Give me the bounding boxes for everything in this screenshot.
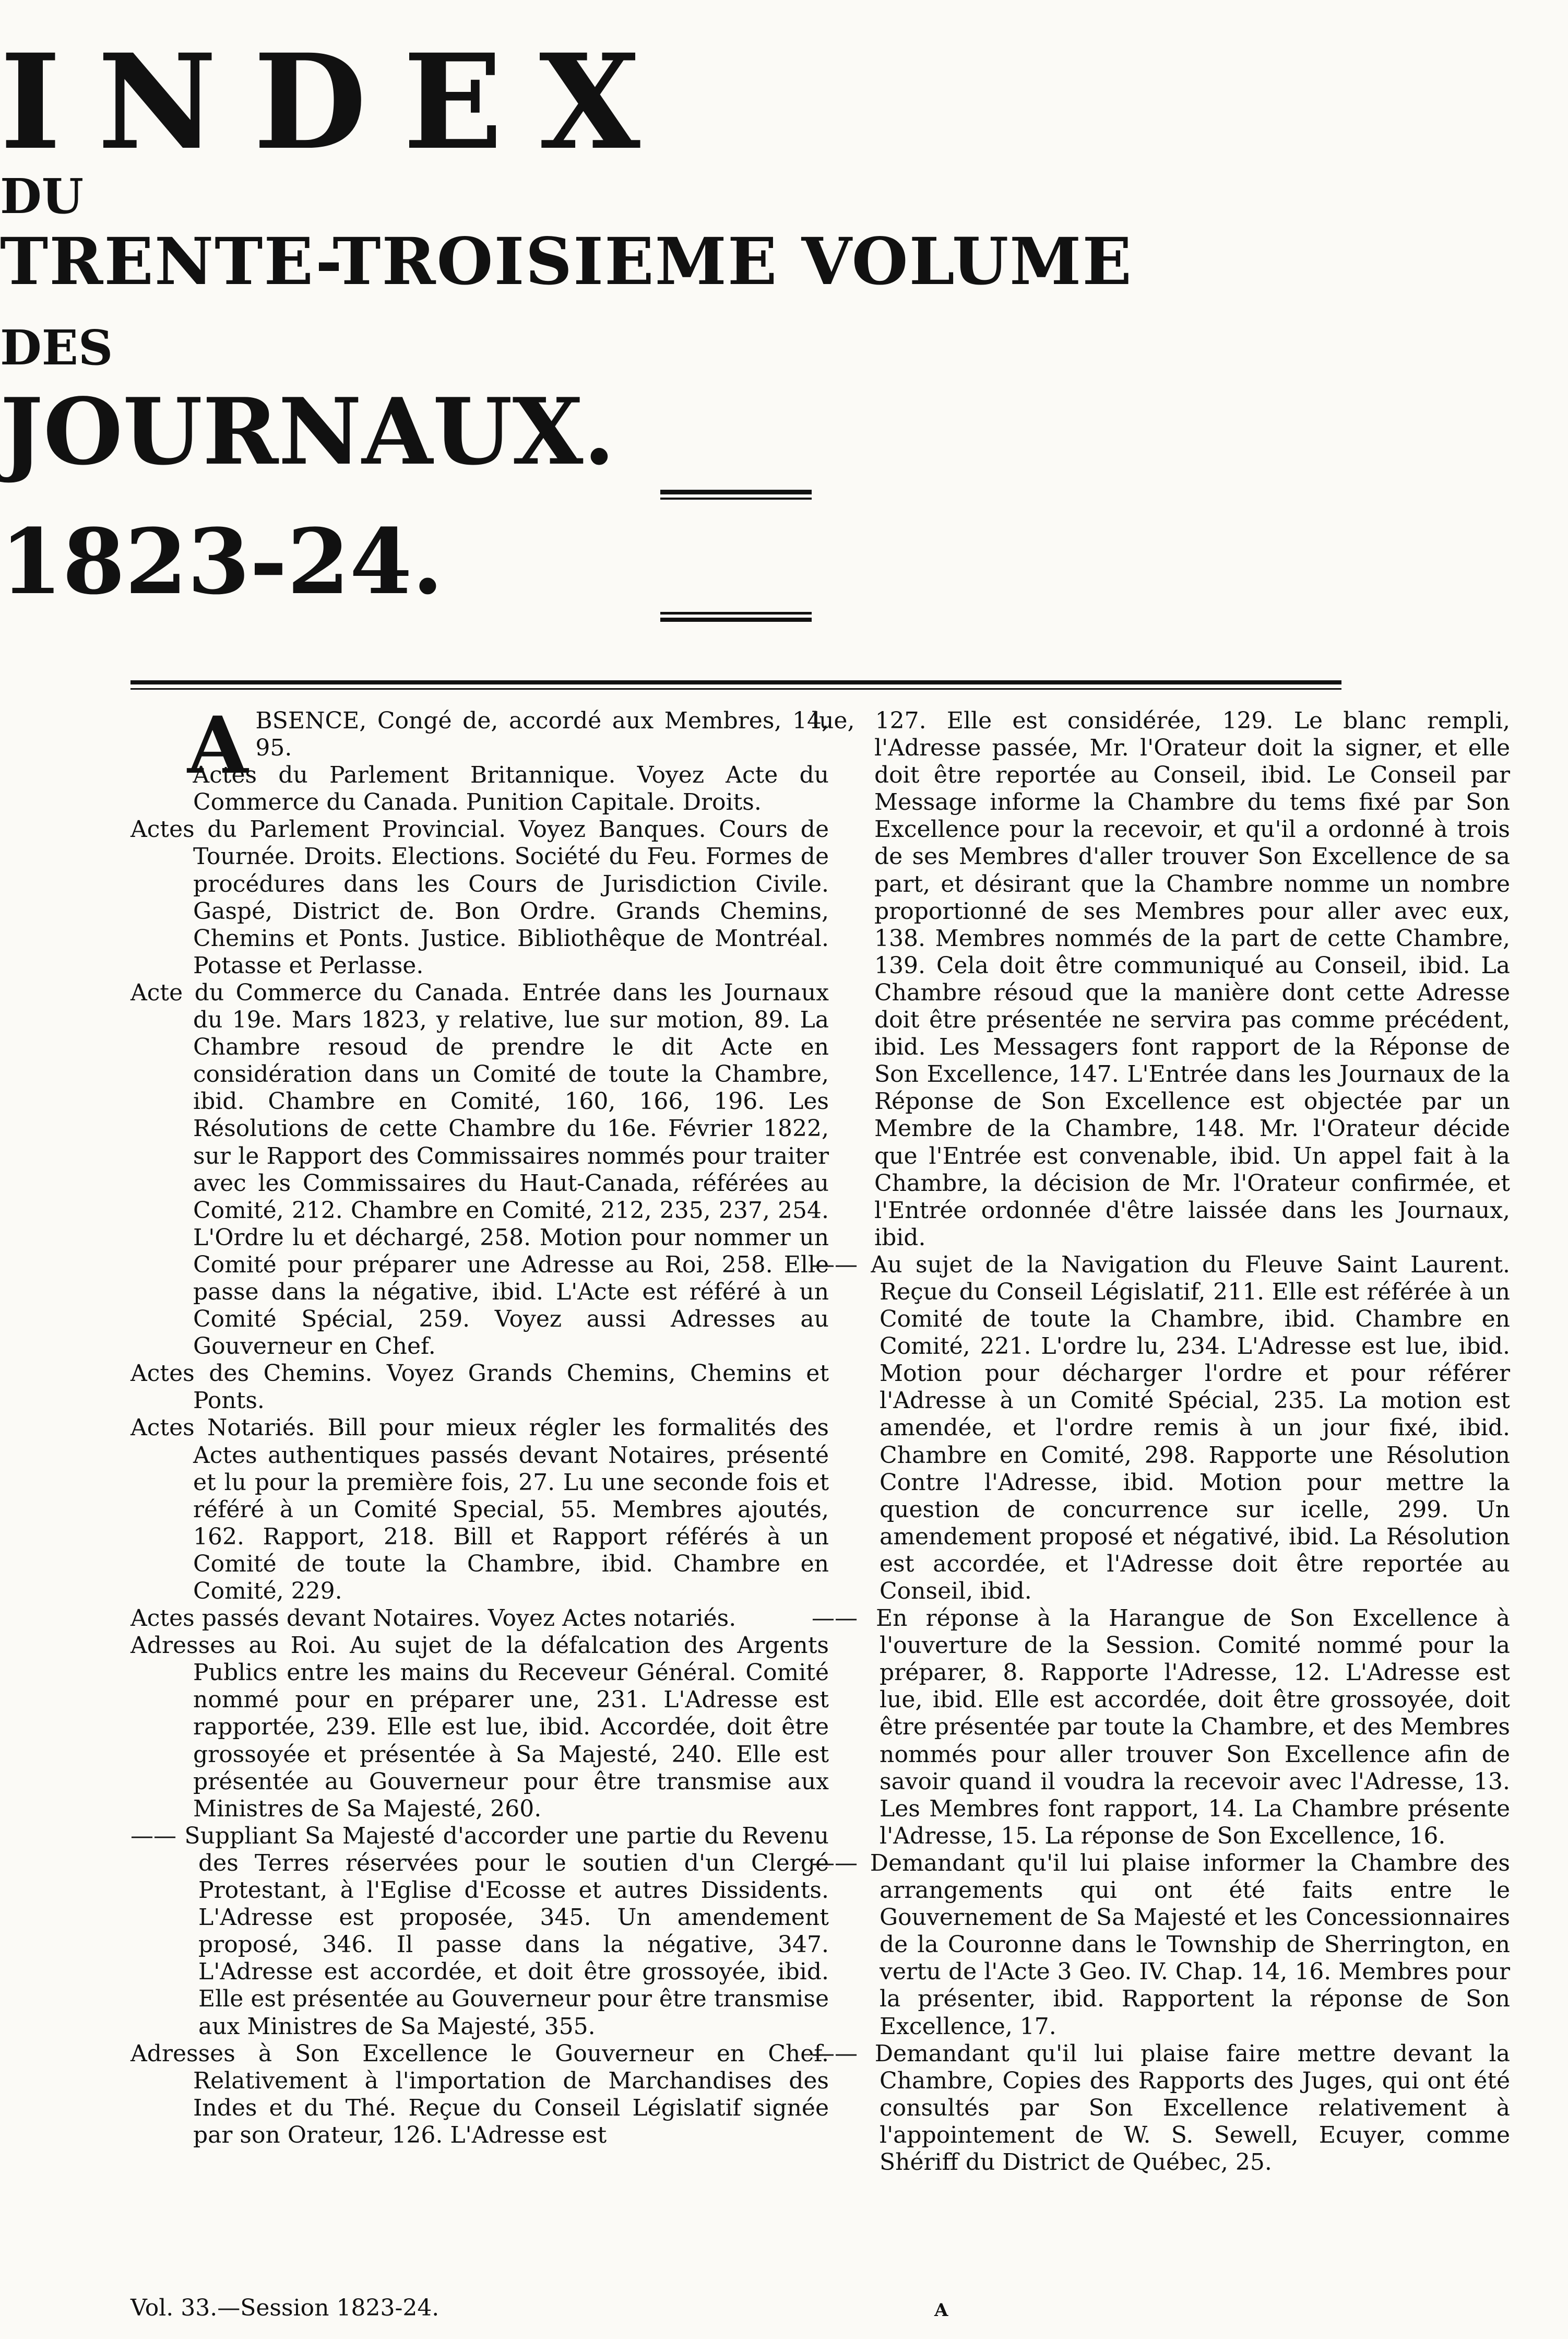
rule-lower-2 bbox=[660, 618, 812, 622]
index-entry: Adresses au Roi. Au sujet de la défalcation des Argents Publics entre les mains du Receveur Général. Comité nommé pour en préparer une, 231. L'Adresse est rapportée, 239. Elle est lue, ibid. Accordée, doit être grossoyée et présentée à Sa Majesté, 240. Elle est présentée au Gouverneur pour être transmise aux Ministres de Sa Majesté, 260. bbox=[130, 1632, 829, 1822]
rule-lower-1 bbox=[660, 612, 812, 615]
index-entry: Actes du Parlement Provincial. Voyez Banques. Cours de Tournée. Droits. Elections. Société du Feu. Formes de procédures dans les Cours de Jurisdiction Civile. Gaspé, District de. Bon Ordre. Grands Chemins, Chemins et Ponts. Justice. Bibliothêque de Montréal. Potasse et Perlasse. bbox=[130, 816, 829, 979]
signature-mark: A bbox=[934, 2300, 948, 2321]
rule-upper-2 bbox=[660, 498, 812, 500]
volume-heading: TRENTE-TROISIEME VOLUME bbox=[0, 224, 1133, 300]
index-subentry: —— Au sujet de la Navigation du Fleuve Saint Laurent. Reçue du Conseil Législatif, 211. Elle est référée à un Comité de toute la Chambre, ibid. Chambre en Comité, 221. L'ordre lu, 234. L'Adresse est lue, ibid. Motion pour décharger l'ordre et pour référer l'Adresse à un Comité Spécial, 235. La motion est amendée, et l'ordre remis à un jour fixé, ibid. Chambre en Comité, 298. Rapporte une Résolution Contre l'Adresse, ibid. Motion pour mettre la question de concurrence sur icelle, 299. Un amendement proposé et négativé, ibid. La Résolution est accordée, et l'Adresse doit être reportée au Conseil, ibid. bbox=[812, 1251, 1510, 1604]
index-entry: Adresses à Son Excellence le Gouverneur en Chef. Relativement à l'importation de Marchandises des Indes et du Thé. Reçue du Conseil Législatif signée par son Orateur, 126. L'Adresse est bbox=[130, 2040, 829, 2148]
index-entry: Actes Notariés. Bill pour mieux régler les formalités des Actes authentiques passés devant Notaires, présenté et lu pour la première fois, 27. Lu une seconde fois et référé à un Comité Special, 55. Membres ajoutés, 162. Rapport, 218. Bill et Rapport référés à un Comité de toute la Chambre, ibid. Chambre en Comité, 229. bbox=[130, 1414, 829, 1604]
du-heading: DU bbox=[0, 168, 84, 225]
index-entry: Actes des Chemins. Voyez Grands Chemins, Chemins et Ponts. bbox=[130, 1360, 829, 1414]
volume-footer: Vol. 33.—Session 1823-24. bbox=[130, 2295, 439, 2321]
rule-upper-1 bbox=[660, 490, 812, 494]
section-rule-thin bbox=[130, 688, 1341, 690]
right-column bbox=[812, 707, 1510, 2176]
dropcap: A bbox=[187, 700, 248, 792]
index-entry: Actes du Parlement Britannique. Voyez Acte du Commerce du Canada. Punition Capitale. Droits. bbox=[193, 762, 829, 816]
index-entry: A BSENCE, Congé de, accordé aux Membres, 14, 95. bbox=[187, 700, 829, 792]
year-heading: 1823-24. bbox=[0, 509, 444, 615]
index-entry-continued: lue, 127. Elle est considérée, 129. Le blanc rempli, l'Adresse passée, Mr. l'Orateur doit la signer, et elle doit être reportée au Conseil, ibid. Le Conseil par Message informe la Chambre du tems fixé par Son Excellence pour la recevoir, et qu'il a ordonné à trois de ses Membres d'aller trouver Son Excellence de sa part, et désirant que la Chambre nomme un nombre proportionné de ses Membres pour aller avec eux, 138. Membres nommés de la part de cette Chambre, 139. Cela doit être communiqué au Conseil, ibid. La Chambre résoud que la manière dont cette Adresse doit être présentée ne servira pas comme précédent, ibid. Les Messagers font rapport de la Réponse de Son Excellence, 147. L'Entrée dans les Journaux de la Réponse de Son Excellence est objectée par un Membre de la Chambre, 148. Mr. l'Orateur décide que l'Entrée est convenable, ibid. Un appel fait à la Chambre, la décision de Mr. l'Orateur confirmée, et l'Entrée ordonnée d'être laissée dans les Journaux, ibid. bbox=[812, 707, 1510, 1251]
des-heading: DES bbox=[0, 320, 113, 376]
index-subentry: —— En réponse à la Harangue de Son Excellence à l'ouverture de la Session. Comité nommé pour la préparer, 8. Rapporte l'Adresse, 12. L'Adresse est lue, ibid. Elle est accordée, doit être grossoyée, doit être présentée par toute la Chambre, et des Membres nommés pour aller trouver Son Excellence afin de savoir quand il voudra la recevoir avec l'Adresse, 13. Les Membres font rapport, 14. La Chambre présente l'Adresse, 15. La réponse de Son Excellence, 16. bbox=[812, 1605, 1510, 1849]
index-entry: Acte du Commerce du Canada. Entrée dans les Journaux du 19e. Mars 1823, y relative, lue sur motion, 89. La Chambre resoud de prendre le dit Acte en considération dans un Comité de toute la Chambre, ibid. Chambre en Comité, 160, 166, 196. Les Résolutions de cette Chambre du 16e. Février 1822, sur le Rapport des Commissaires nommés pour traiter avec les Commissaires du Haut-Canada, référées au Comité, 212. Chambre en Comité, 212, 235, 237, 254. L'Ordre lu et déchargé, 258. Motion pour nommer un Comité pour préparer une Adresse au Roi, 258. Elle passe dans la négative, ibid. L'Acte est référé à un Comité Spécial, 259. Voyez aussi Adresses au Gouverneur en Chef. bbox=[130, 979, 829, 1360]
index-subentry: —— Demandant qu'il lui plaise faire mettre devant la Chambre, Copies des Rapports des Juges, qui ont été consultés par Son Excellence relativement à l'appointement de W. S. Sewell, Ecuyer, comme Shériff du District de Québec, 25. bbox=[812, 2040, 1510, 2176]
index-subentry: —— Suppliant Sa Majesté d'accorder une partie du Revenu des Terres réservées pour le soutien d'un Clergé Protestant, à l'Eglise d'Ecosse et autres Dissidents. L'Adresse est proposée, 345. Un amendement proposé, 346. Il passe dans la négative, 347. L'Adresse est accordée, et doit être grossoyée, ibid. Elle est présentée au Gouverneur pour être transmise aux Ministres de Sa Majesté, 355. bbox=[130, 1822, 829, 2040]
index-entry: Actes passés devant Notaires. Voyez Actes notariés. bbox=[130, 1605, 737, 1632]
journaux-heading: JOURNAUX. bbox=[0, 379, 615, 486]
section-rule-thick bbox=[130, 680, 1341, 684]
index-subentry: —— Demandant qu'il lui plaise informer la Chambre des arrangements qui ont été faits entre le Gouvernement de Sa Majesté et les Concessionnaires de la Couronne dans le Township de Sherrington, en vertu de l'Acte 3 Geo. IV. Chap. 14, 16. Membres pour la présenter, ibid. Rapportent la réponse de Son Excellence, 17. bbox=[812, 1849, 1510, 2040]
index-title: INDEX bbox=[0, 25, 677, 179]
left-column bbox=[130, 700, 829, 2149]
